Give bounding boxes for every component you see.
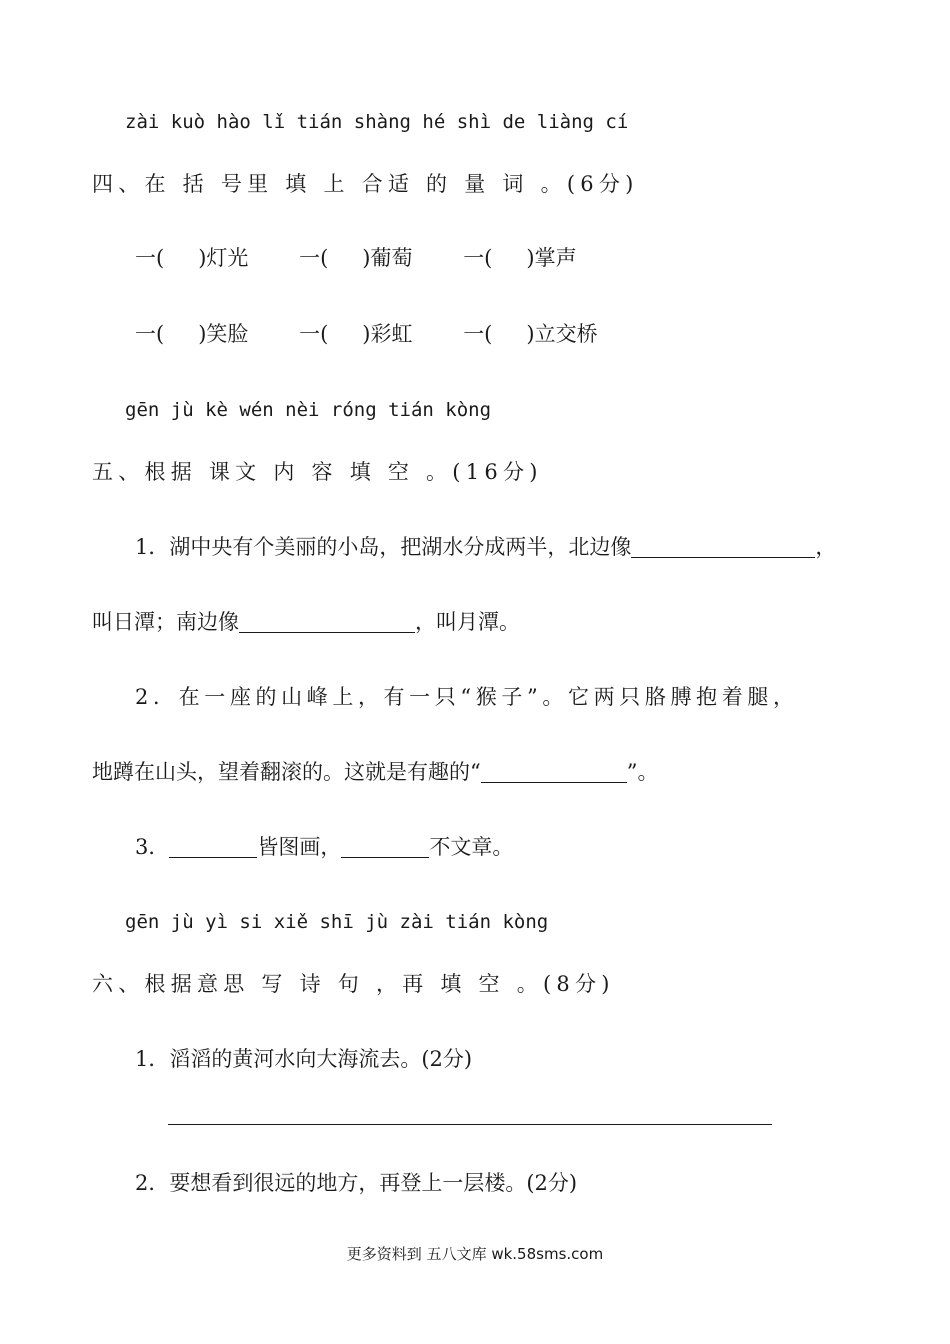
answer-blank[interactable] (169, 835, 257, 858)
answer-blank[interactable] (631, 535, 815, 558)
measure-word-item: 一( )葡萄 (299, 246, 413, 270)
measure-word-item: 一( )灯光 (135, 246, 249, 270)
answer-blank[interactable] (239, 610, 415, 633)
answer-blank[interactable] (341, 835, 429, 858)
s5-q1-line1: 1．湖中央有个美丽的小岛，把湖水分成两半，北边像 ， (135, 535, 837, 559)
s6-pinyin: gēn jù yì si xiě shī jù zài tián kòng (125, 911, 549, 933)
s5-q1-line2: 叫日潭；南边像 ，叫月潭。 (92, 610, 520, 634)
s5-q3: 3． 皆图画， 不文章。 (135, 835, 514, 859)
measure-word-item: 一( )彩虹 (299, 322, 413, 346)
s6-q1-answer-line[interactable] (168, 1124, 772, 1125)
s4-row-2 (135, 320, 598, 348)
measure-word-item: 一( )掌声 (463, 246, 577, 270)
s6-q2: 2．要想看到很远的地方，再登上一层楼。(2分) (135, 1171, 578, 1195)
s5-heading: 五、根据 课文 内 容 填 空 。(16分) (92, 460, 543, 484)
footer-note: 更多资料到 五八文库 wk.58sms.com (346, 1245, 604, 1263)
measure-word-item: 一( )笑脸 (135, 322, 249, 346)
measure-word-item: 一( )立交桥 (463, 322, 598, 346)
s4-heading: 四、在 括 号里 填 上 合适 的 量 词 。(6分) (92, 172, 639, 196)
s6-heading: 六、根据意思 写 诗 句 ，再 填 空 。(8分) (92, 972, 615, 996)
s5-q2-line2: 地蹲在山头，望着翻滚的。这就是有趣的“ ”。 (92, 760, 659, 784)
s4-pinyin: zài kuò hào lǐ tián shàng hé shì de liàng cí (125, 111, 629, 133)
s4-row-1 (135, 244, 577, 272)
s5-q2-line1: 2．在一座的山峰上，有一只“猴子”。它两只胳膊抱着腿， (135, 685, 799, 709)
answer-blank[interactable] (481, 760, 627, 783)
s6-q1: 1．滔滔的黄河水向大海流去。(2分) (135, 1047, 473, 1071)
s5-pinyin: gēn jù kè wén nèi róng tián kòng (125, 399, 492, 421)
